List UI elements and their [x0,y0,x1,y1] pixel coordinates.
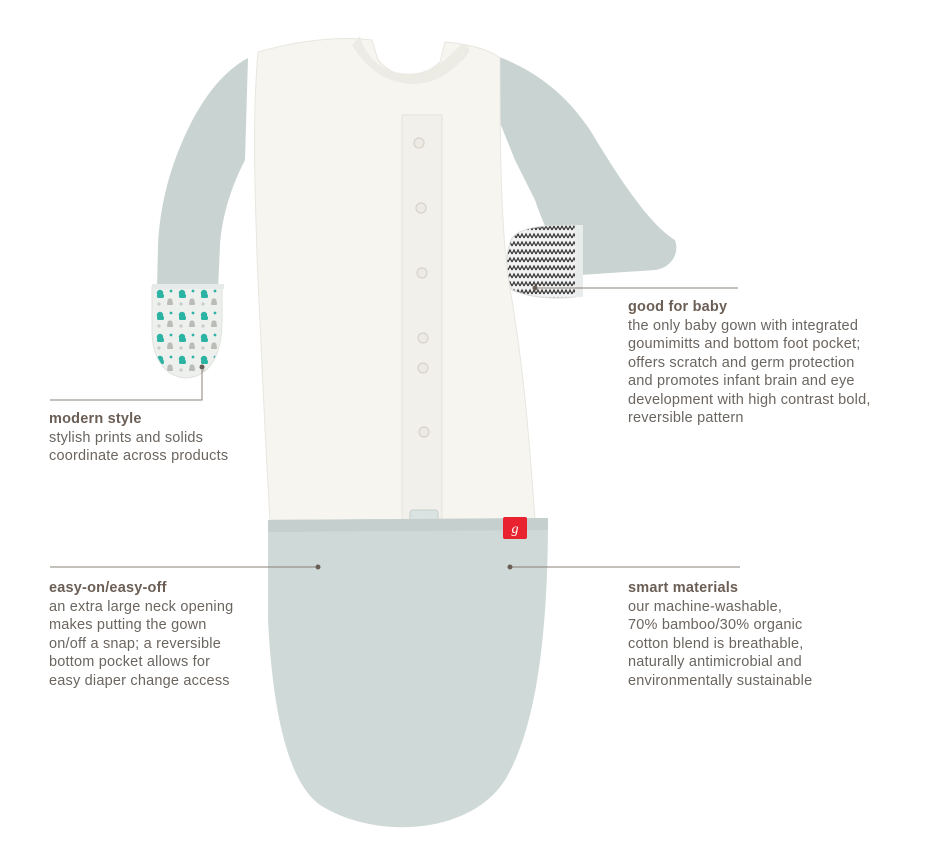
callout-title: good for baby [628,299,728,315]
gown-body [255,39,535,521]
callout-good-for-baby [628,298,928,428]
callout-smart-materials [628,579,928,690]
right-mitt-pattern [507,225,580,298]
callout-modern-style [49,410,289,466]
leader-dot-good [533,286,538,291]
callout-title: modern style [49,411,142,427]
callout-body: our machine-washable, 70% bamboo/30% organic cotton blend is breathable, naturally antimicrobial and environmentally sustainable [628,598,813,689]
leader-dot-smart [508,565,513,570]
callout-title: smart materials [628,580,739,596]
button-placket [402,115,442,525]
left-sleeve [157,58,248,290]
bottom-foot-pocket [268,518,548,827]
brand-tag-letter: g [511,522,519,537]
callout-body: an extra large neck opening makes putting the gown on/off a snap; a reversible bottom pocket allows for easy diaper change access [49,598,234,689]
leader-dot-easy [316,565,321,570]
callout-easy-on-off [49,579,289,690]
callout-body: the only baby gown with integrated goumimitts and bottom foot pocket; offers scratch and germ protection and promotes infant brain and eye development with high contrast bold, reversible pattern [628,317,871,426]
left-mitt-print [152,287,222,378]
callout-body: stylish prints and solids coordinate across products [49,429,229,464]
callout-title: easy-on/easy-off [49,580,167,596]
leader-dot-modern [200,365,205,370]
